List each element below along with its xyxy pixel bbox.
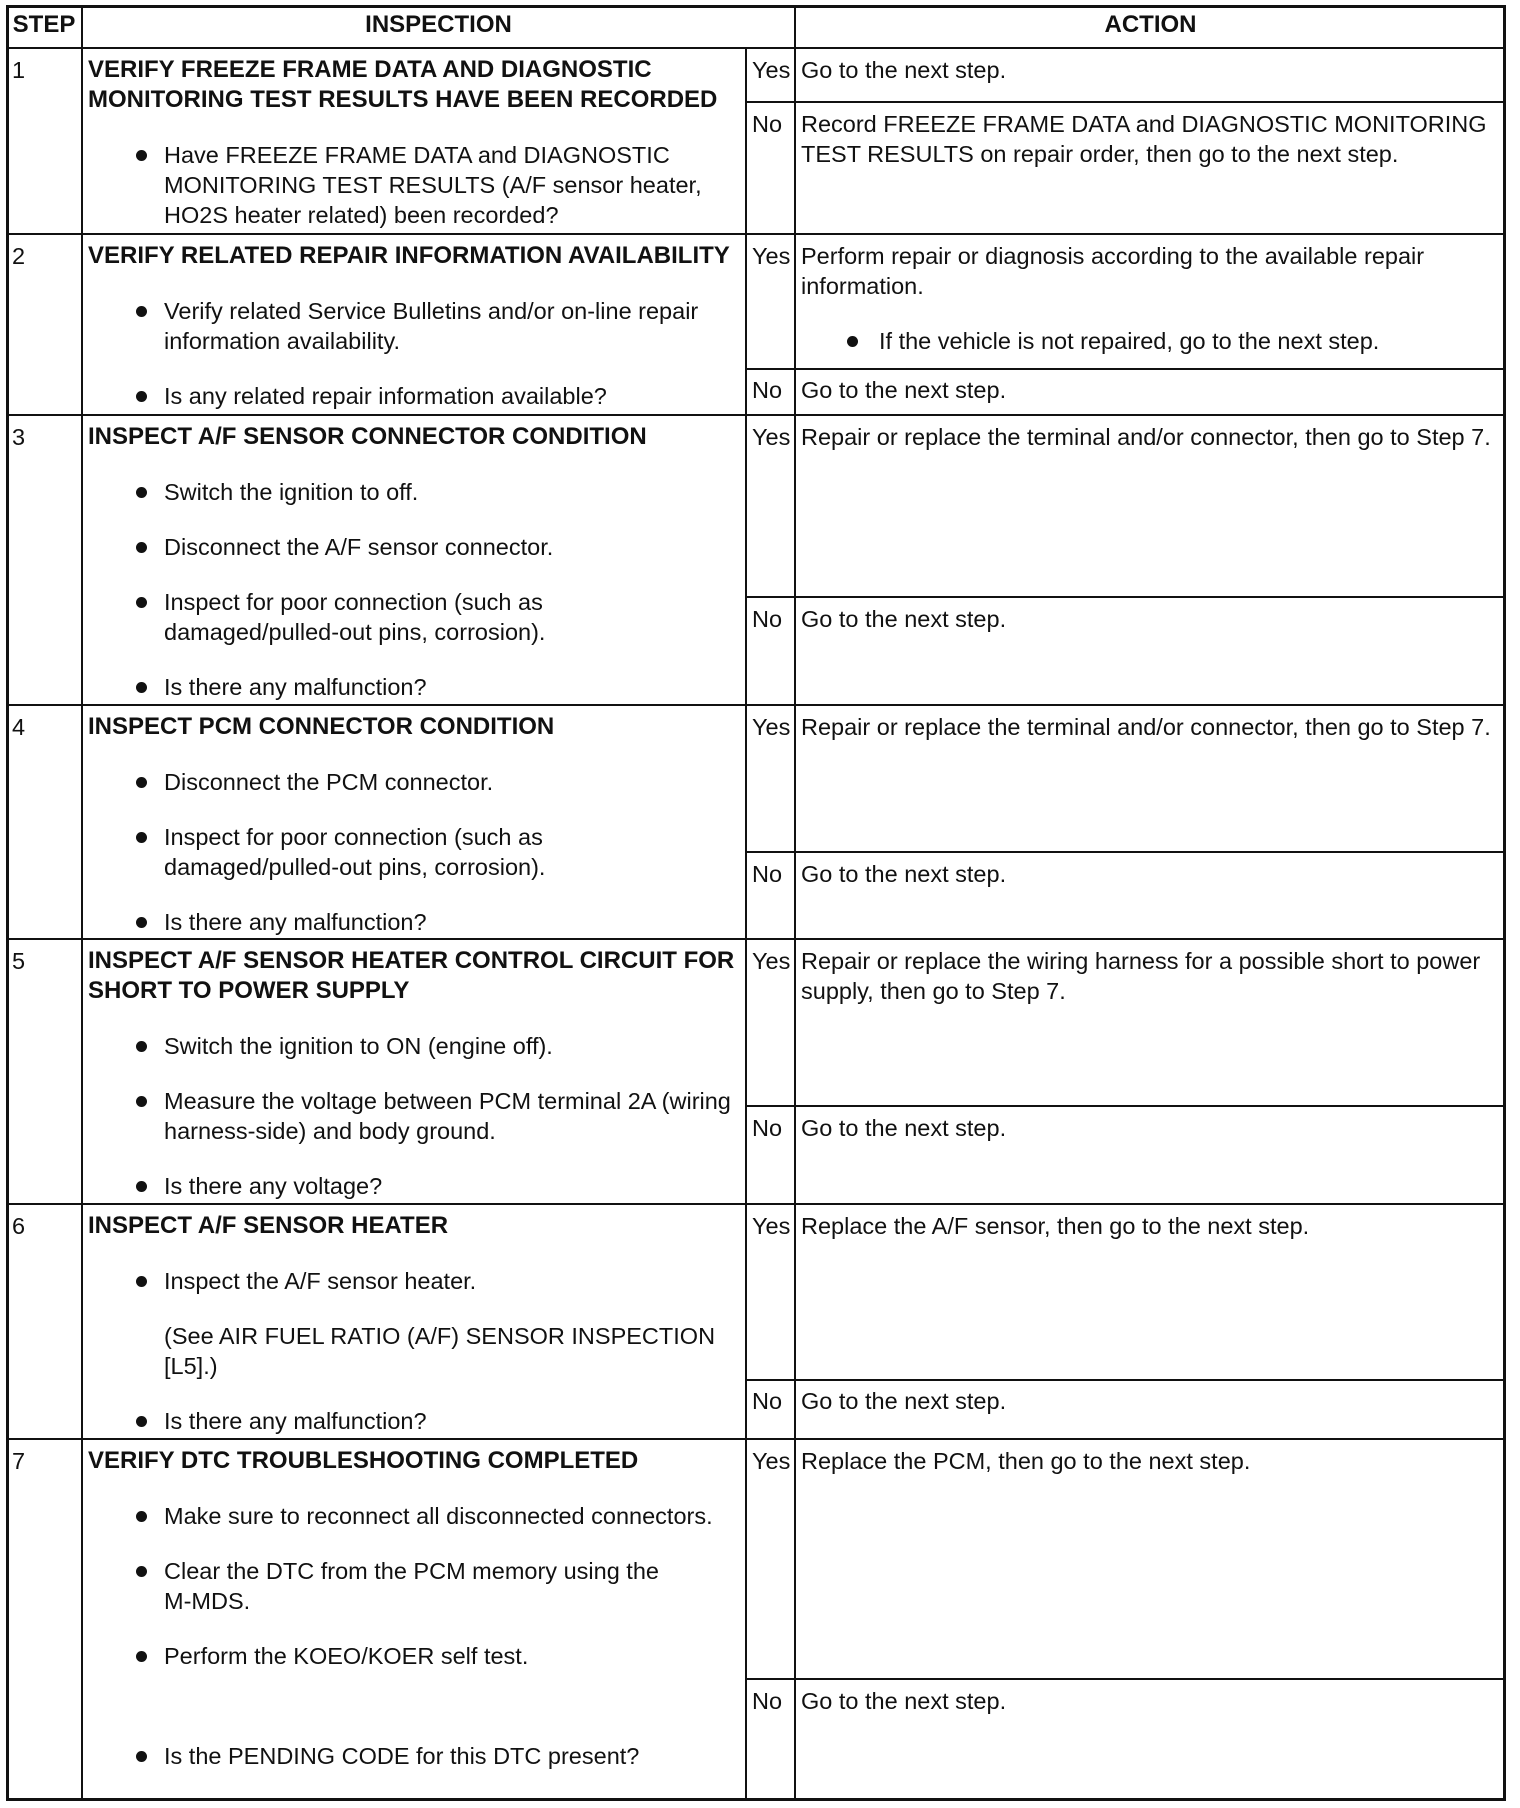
yes-label: Yes xyxy=(752,948,791,974)
bullet-icon xyxy=(136,542,147,553)
no-label: No xyxy=(752,111,783,137)
no-action: Go to the next step. xyxy=(801,1388,1007,1414)
yes-label: Yes xyxy=(752,1213,791,1239)
bullet-icon xyxy=(136,306,147,317)
no-label: No xyxy=(752,861,783,887)
bullet-icon xyxy=(136,1041,147,1052)
bullet-icon xyxy=(136,150,147,161)
step-title: INSPECT A/F SENSOR HEATER xyxy=(88,1212,449,1239)
yes-label: Yes xyxy=(752,424,791,450)
inspection-item: Is there any voltage? xyxy=(88,1171,738,1201)
step-inspection xyxy=(88,1446,738,1771)
yes-action: Replace the A/F sensor, then go to the next step. xyxy=(801,1213,1310,1239)
inspection-item: Is there any malfunction? xyxy=(88,1406,738,1436)
bullet-icon xyxy=(136,1181,147,1192)
bullet-icon xyxy=(136,1416,147,1427)
yes-action: Repair or replace the wiring harness for a possible short to power supply, then go to Step 7. xyxy=(801,948,1481,1004)
no-label: No xyxy=(752,1388,783,1414)
no-label: No xyxy=(752,1688,783,1714)
no-label: No xyxy=(752,1115,783,1141)
no-action: Go to the next step. xyxy=(801,606,1007,632)
no-action: Go to the next step. xyxy=(801,377,1007,403)
inspection-item: Disconnect the A/F sensor connector. xyxy=(88,532,738,562)
inspection-item: Is there any malfunction? xyxy=(88,672,738,702)
step-title: INSPECT A/F SENSOR CONNECTOR CONDITION xyxy=(88,423,647,450)
yes-label: Yes xyxy=(752,714,791,740)
step-inspection xyxy=(88,712,738,937)
yes-label: Yes xyxy=(752,57,791,83)
step-number: 7 xyxy=(12,1448,26,1474)
header-step: STEP xyxy=(12,11,76,38)
bullet-icon xyxy=(136,1511,147,1522)
step-inspection xyxy=(88,422,738,702)
bullet-icon xyxy=(136,777,147,788)
inspection-item: Clear the DTC from the PCM memory using the M-MDS. xyxy=(88,1556,684,1616)
step-title: VERIFY FREEZE FRAME DATA AND DIAGNOSTIC MONITORING TEST RESULTS HAVE BEEN RECORDED xyxy=(88,56,718,113)
action-item: If the vehicle is not repaired, go to the next step. xyxy=(801,326,1491,356)
bullet-icon xyxy=(136,1651,147,1662)
inspection-item: Switch the ignition to off. xyxy=(88,477,738,507)
step-number: 1 xyxy=(12,57,26,83)
inspection-note: (See AIR FUEL RATIO (A/F) SENSOR INSPECTION [L5].) xyxy=(164,1323,716,1379)
bullet-icon xyxy=(136,682,147,693)
bullet-icon xyxy=(136,1566,147,1577)
step-title: VERIFY RELATED REPAIR INFORMATION AVAILABILITY xyxy=(88,242,730,269)
no-action: Go to the next step. xyxy=(801,1688,1007,1714)
inspection-item: Is any related repair information available? xyxy=(88,381,738,411)
inspection-item: Make sure to reconnect all disconnected connectors. xyxy=(88,1501,738,1531)
bullet-icon xyxy=(136,597,147,608)
inspection-item: Verify related Service Bulletins and/or on-line repair information availability. xyxy=(88,296,738,356)
step-number: 6 xyxy=(12,1213,26,1239)
bullet-icon xyxy=(136,832,147,843)
inspection-item: Inspect the A/F sensor heater. xyxy=(88,1266,738,1296)
inspection-item: Is there any malfunction? xyxy=(88,907,738,937)
troubleshooting-table xyxy=(6,5,1506,1801)
no-action: Go to the next step. xyxy=(801,1115,1007,1141)
bullet-icon xyxy=(136,1096,147,1107)
yes-action: Perform repair or diagnosis according to the available repair information. xyxy=(801,243,1425,299)
step-inspection xyxy=(88,55,738,230)
step-title: INSPECT PCM CONNECTOR CONDITION xyxy=(88,713,555,740)
bullet-icon xyxy=(136,917,147,928)
step-inspection xyxy=(88,1211,738,1436)
step-inspection xyxy=(88,946,738,1201)
step-title: INSPECT A/F SENSOR HEATER CONTROL CIRCUIT FOR SHORT TO POWER SUPPLY xyxy=(88,947,735,1004)
step-number: 5 xyxy=(12,948,26,974)
step-number: 3 xyxy=(12,424,26,450)
inspection-item: Inspect for poor connection (such as damaged/pulled-out pins, corrosion). xyxy=(88,822,614,882)
yes-action-block xyxy=(801,241,1491,356)
inspection-item: Is the PENDING CODE for this DTC present? xyxy=(88,1741,738,1771)
yes-action: Replace the PCM, then go to the next step. xyxy=(801,1448,1251,1474)
header-inspection: INSPECTION xyxy=(365,11,512,38)
bullet-icon xyxy=(136,391,147,402)
yes-action: Repair or replace the terminal and/or connector, then go to Step 7. xyxy=(801,424,1491,450)
yes-label: Yes xyxy=(752,1448,791,1474)
no-action: Record FREEZE FRAME DATA and DIAGNOSTIC MONITORING TEST RESULTS on repair order, then go to the next step. xyxy=(801,111,1487,167)
yes-label: Yes xyxy=(752,243,791,269)
inspection-item: Switch the ignition to ON (engine off). xyxy=(88,1031,738,1061)
inspection-item: Measure the voltage between PCM terminal 2A (wiring harness-side) and body ground. xyxy=(88,1086,738,1146)
step-number: 4 xyxy=(12,714,26,740)
step-title: VERIFY DTC TROUBLESHOOTING COMPLETED xyxy=(88,1447,639,1474)
bullet-icon xyxy=(136,487,147,498)
header-action: ACTION xyxy=(1104,11,1197,38)
no-label: No xyxy=(752,377,783,403)
step-number: 2 xyxy=(12,243,26,269)
bullet-icon xyxy=(847,336,858,347)
no-action: Go to the next step. xyxy=(801,861,1007,887)
step-inspection xyxy=(88,241,738,411)
no-label: No xyxy=(752,606,783,632)
yes-action: Repair or replace the terminal and/or connector, then go to Step 7. xyxy=(801,714,1491,740)
bullet-icon xyxy=(136,1751,147,1762)
yes-action: Go to the next step. xyxy=(801,57,1007,83)
inspection-item: Disconnect the PCM connector. xyxy=(88,767,738,797)
inspection-item: Have FREEZE FRAME DATA and DIAGNOSTIC MONITORING TEST RESULTS (A/F sensor heater, HO2S heater related) been recorded? xyxy=(88,140,738,230)
bullet-icon xyxy=(136,1276,147,1287)
inspection-item: Inspect for poor connection (such as damaged/pulled-out pins, corrosion). xyxy=(88,587,614,647)
inspection-item: Perform the KOEO/KOER self test. xyxy=(88,1641,738,1671)
